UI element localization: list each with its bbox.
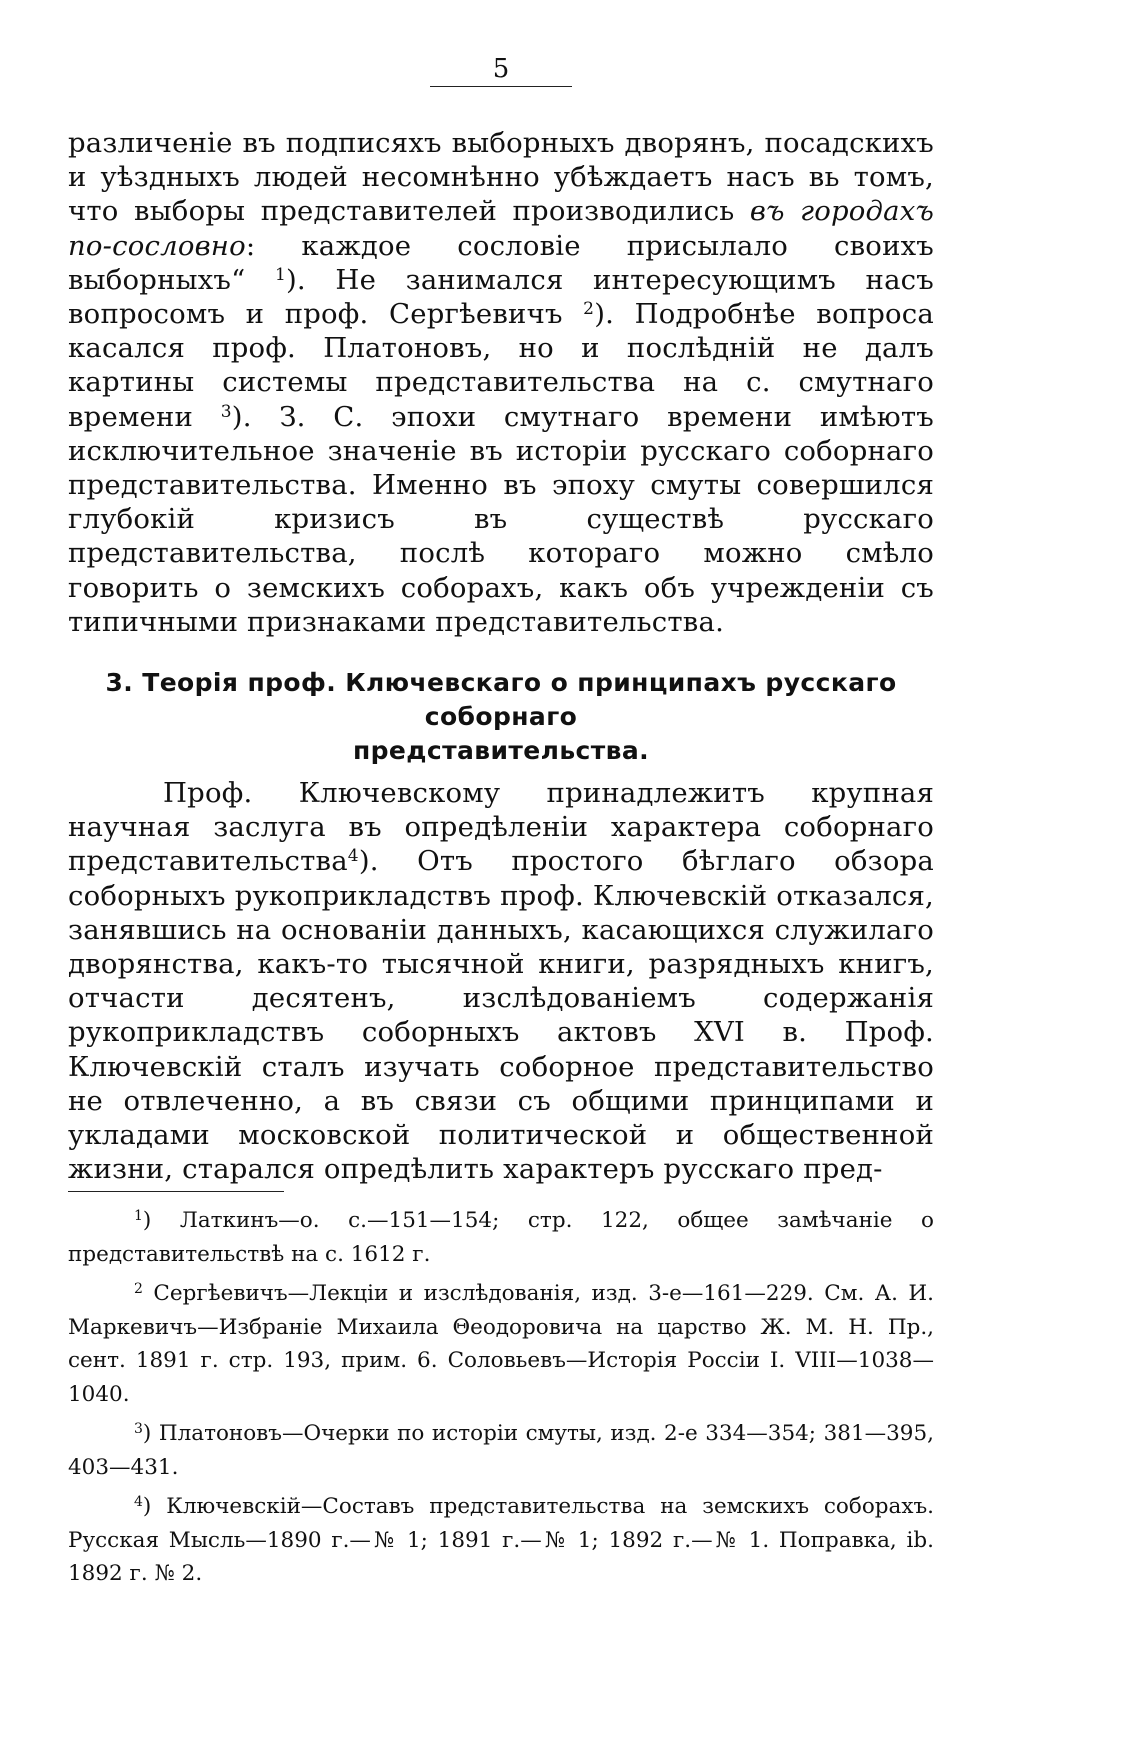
footnote-ref-2[interactable]: 2 [583, 299, 595, 320]
section-heading-line-2: представительства. [352, 736, 650, 765]
footnote-3-text: Платоновъ—Очерки по исторіи смуты, изд. 2-е 334—354; 381—395, 403—431. [68, 1421, 934, 1480]
footnotes [68, 1204, 934, 1597]
paragraph-1-text-d: ). Подробнѣе вопроса касался проф. Платоновъ, но и послѣдній не далъ картины системы представительства на с. смутнаго времени [68, 298, 934, 433]
footnote-1-text: Латкинъ—о. с.—151—154; стр. 122, общее замѣчаніе о представительствѣ на с. 1612 г. [68, 1208, 934, 1267]
paragraph-1-text-a: различеніе въ подписяхъ выборныхъ дворянъ, посадскихъ и уѣздныхъ людей несомнѣнно убѣждаетъ насъ вь томъ, что выборы представителей производились [68, 127, 934, 228]
paragraph-2-text-b: ). Отъ простого бѣглаго обзора соборныхъ рукоприкладствъ проф. Ключевскій отказался, занявшись на основаніи данныхъ, касающихся служилаго дворянства, какъ-то тысячной книги, разрядныхъ книгъ, отчасти десятенъ, изслѣдованіемъ содержанія рукоприкладствъ соборныхъ актовъ XVI в. Проф. Ключевскій сталъ изучать соборное представительство не отвлеченно, а въ связи съ общими принципами и укладами московской политической и общественной жизни, старался опредѣлить характеръ русскаго пред- [68, 845, 934, 1186]
page-number: 5 [430, 52, 572, 87]
section-heading [68, 666, 934, 768]
paragraph-1-emphasis: въ городахъ по-сословно [68, 195, 934, 262]
footnote-4-text: Ключевскій—Составъ представительства на земскихъ соборахъ. Русская Мысль—1890 г.—№ 1; 1891 г.—№ 1; 1892 г.—№ 1. Поправка, ib. 1892 г. № 2. [68, 1494, 934, 1586]
footnote-1-marker-suffix: ) [142, 1208, 152, 1233]
paragraph-1-text-b: : каждое сословіе присылало своихъ выборныхъ“ [68, 229, 934, 296]
paragraph-1 [68, 126, 934, 639]
footnote-3-marker: 3 [134, 1421, 143, 1437]
footnote-3-marker-suffix: ) [142, 1421, 152, 1446]
footnote-1-marker: 1 [134, 1208, 143, 1224]
footnote-4-marker: 4 [134, 1494, 143, 1510]
footnote-3 [68, 1417, 934, 1484]
footnote-1 [68, 1204, 934, 1271]
footnote-ref-3[interactable]: 3 [220, 401, 232, 422]
footnote-4 [68, 1490, 934, 1591]
footnote-ref-1[interactable]: 1 [274, 264, 286, 285]
paragraph-2-text-a: Проф. Ключевскому принадлежитъ крупная научная заслуга въ опредѣленіи характера соборнаго представительства [68, 777, 934, 878]
section-heading-line-1: 3. Теорія проф. Ключевскаго о принципахъ русскаго соборнаго [105, 668, 897, 731]
footnote-separator [68, 1191, 284, 1192]
footnote-ref-4[interactable]: 4 [347, 846, 359, 867]
footnote-2 [68, 1277, 934, 1411]
footnote-2-marker: 2 [134, 1281, 143, 1297]
paragraph-2 [68, 776, 934, 1186]
footnote-4-marker-suffix: ) [142, 1494, 152, 1519]
paragraph-1-text-e: ). З. С. эпохи смутнаго времени имѣютъ исключительное значеніе въ исторіи русскаго соборнаго представительства. Именно въ эпоху смуты совершился глубокій кризисъ въ существѣ русскаго представительства, послѣ котораго можно смѣло говорить о земскихъ соборахъ, какъ объ учрежденіи съ типичными признаками представительства. [68, 400, 934, 638]
footnote-2-text: Сергѣевичъ—Лекціи и изслѣдованія, изд. 3-е—161—229. См. А. И. Маркевичъ—Избраніе Михаила Θеодоровича на царство Ж. М. Н. Пр., сент. 1891 г. стр. 193, прим. 6. Соловьевъ—Исторія Россіи I. VIII—1038—1040. [68, 1281, 934, 1407]
paragraph-1-text-c: ). Не занимался интересующимъ насъ вопросомъ и проф. Сергѣевичъ [68, 263, 934, 331]
